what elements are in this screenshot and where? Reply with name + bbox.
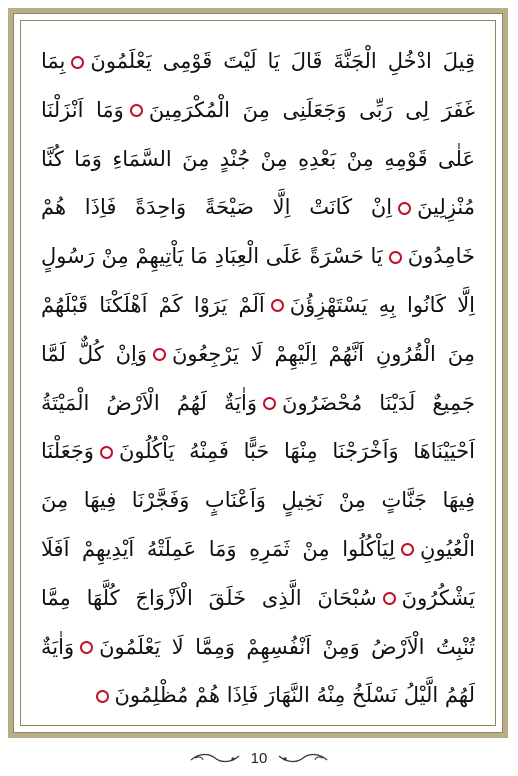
text-segment: غَفَرَ لِى رَبِّى وَجَعَلَنِى مِنَ الْمُكْرَمِينَ <box>148 97 475 122</box>
text-line <box>41 86 475 135</box>
frame-border <box>13 13 503 733</box>
text-segment: لَهُمُ الَّيْلُ نَسْلَخُ مِنْهُ النَّهَارَ فَاِذَا هُمْ مُظْلِمُونَ <box>114 683 475 708</box>
ayah-end-marker-icon <box>80 641 93 654</box>
text-line <box>41 574 475 623</box>
frame-inner-border <box>20 20 496 726</box>
text-line <box>41 232 475 281</box>
text-segment: خَامِدُونَ <box>407 244 475 269</box>
text-segment: لِيَاْكُلُوا مِنْ ثَمَرِهِ وَمَا عَمِلَتْهُ اَيْدِيهِمْ اَفَلَا <box>41 536 396 561</box>
text-line <box>41 281 475 330</box>
ayah-end-marker-icon <box>153 348 166 361</box>
ayah-end-marker-icon <box>71 56 84 69</box>
text-segment: الْعُيُونِ <box>420 536 475 561</box>
text-line <box>41 379 475 428</box>
text-line <box>41 671 475 720</box>
right-ornament-icon <box>277 749 329 767</box>
text-segment: وَاٰيَةٌ لَهُمُ الْاَرْضُ الْمَيْتَةُ <box>41 390 258 415</box>
text-segment: عَلٰى قَوْمِهِ مِنْ بَعْدِهِ مِنْ جُنْدٍ مِنَ السَّمَاءِ وَمَا كُنَّا <box>41 146 475 171</box>
text-segment: اَلَمْ يَرَوْا كَمْ اَهْلَكْنَا قَبْلَهُمْ <box>41 292 265 317</box>
text-line <box>41 525 475 574</box>
quran-text-block <box>41 37 475 715</box>
text-line <box>41 135 475 184</box>
text-line <box>41 476 475 525</box>
ayah-end-marker-icon <box>130 104 143 117</box>
text-line <box>41 183 475 232</box>
ayah-end-marker-icon <box>383 592 396 605</box>
ayah-end-marker-icon <box>96 690 109 703</box>
text-segment: مُنْزِلِينَ <box>417 195 475 220</box>
text-segment: قِيلَ ادْخُلِ الْجَنَّةَ قَالَ يَا لَيْتَ قَوْمِى يَعْلَمُونَ <box>90 49 475 73</box>
ayah-end-marker-icon <box>100 446 113 459</box>
text-segment: بِمَا <box>41 49 66 73</box>
text-segment: اِنْ كَانَتْ اِلَّا صَيْحَةً وَاحِدَةً فَاِذَا هُمْ <box>41 195 393 220</box>
text-segment: تُنْبِتُ الْاَرْضُ وَمِنْ اَنْفُسِهِمْ وَمِمَّا لَا يَعْلَمُونَ <box>99 634 475 659</box>
ayah-end-marker-icon <box>398 202 411 215</box>
text-segment: اَحْيَيْنَاهَا وَاَخْرَجْنَا مِنْهَا حَبًّا فَمِنْهُ يَاْكُلُونَ <box>118 439 475 464</box>
text-line <box>41 37 475 86</box>
text-segment: سُبْحَانَ الَّذِى خَلَقَ الْاَزْوَاجَ كُلَّهَا مِمَّا <box>41 585 377 610</box>
text-line <box>41 427 475 476</box>
text-segment: يَا حَسْرَةً عَلَى الْعِبَادِ مَا يَاْتِيهِمْ مِنْ رَسُولٍ <box>41 244 383 269</box>
text-segment: وَاِنْ كُلٌّ لَمَّا <box>41 341 147 366</box>
text-segment: وَجَعَلْنَا <box>41 439 94 464</box>
page-number: 10 <box>250 749 268 767</box>
ayah-end-marker-icon <box>401 543 414 556</box>
ayah-end-marker-icon <box>271 299 284 312</box>
text-segment: اِلَّا كَانُوا بِهِ يَسْتَهْزِؤُنَ <box>289 292 475 317</box>
text-line <box>41 623 475 672</box>
text-segment: يَشْكُرُونَ <box>401 585 475 610</box>
text-segment: جَمِيعٌ لَدَيْنَا مُحْضَرُونَ <box>282 390 475 415</box>
page-frame <box>8 8 508 738</box>
ayah-end-marker-icon <box>389 251 402 264</box>
text-segment: وَاٰيَةٌ <box>41 634 75 659</box>
ayah-end-marker-icon <box>263 397 276 410</box>
text-segment: مِنَ الْقُرُونِ اَنَّهُمْ اِلَيْهِمْ لَا يَرْجِعُونَ <box>172 341 475 366</box>
left-ornament-icon <box>189 749 241 767</box>
text-line <box>41 330 475 379</box>
page-footer <box>0 744 518 772</box>
text-segment: وَمَا اَنْزَلْنَا <box>41 97 124 122</box>
text-segment: فِيهَا جَنَّاتٍ مِنْ نَخِيلٍ وَاَعْنَابٍ وَفَجَّرْنَا فِيهَا مِنَ <box>41 488 475 513</box>
